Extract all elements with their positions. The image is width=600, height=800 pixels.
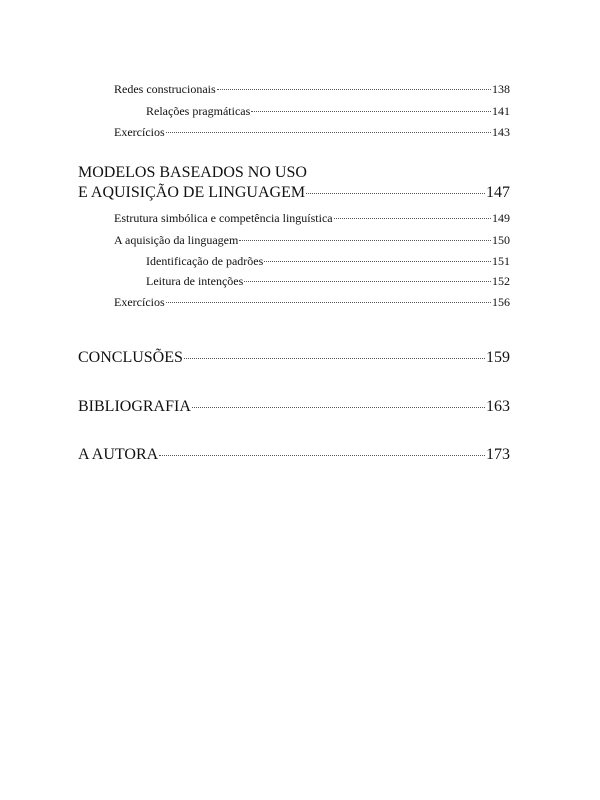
toc-page-number: 150 bbox=[492, 233, 510, 247]
toc-entry-bibliografia[interactable] bbox=[78, 398, 510, 416]
toc-entry-conclusoes[interactable] bbox=[78, 349, 510, 367]
toc-entry-redes-construcionais[interactable] bbox=[114, 82, 510, 97]
dot-leader bbox=[166, 302, 491, 303]
chapter-title-line-2: E AQUISIÇÃO DE LINGUAGEM bbox=[78, 184, 306, 201]
toc-page-number: 159 bbox=[486, 349, 510, 366]
dot-leader bbox=[334, 218, 491, 219]
toc-page-number: 143 bbox=[492, 125, 510, 139]
toc-entry-label: Redes construcionais bbox=[114, 82, 216, 96]
dot-leader bbox=[166, 132, 491, 133]
toc-entry-aquisicao-da-linguagem[interactable] bbox=[114, 233, 510, 248]
toc-page-number: 163 bbox=[486, 398, 510, 415]
toc-entry-label: Relações pragmáticas bbox=[146, 104, 251, 118]
toc-page-number: 152 bbox=[492, 274, 510, 288]
toc-page-number: 138 bbox=[492, 82, 510, 96]
toc-entry-a-autora[interactable] bbox=[78, 446, 510, 464]
toc-entry-identificacao-de-padroes[interactable] bbox=[146, 254, 510, 269]
toc-entry-label: Leitura de intenções bbox=[146, 274, 244, 288]
toc-entry-label: BIBLIOGRAFIA bbox=[78, 398, 191, 415]
toc-page-number: 149 bbox=[492, 211, 510, 225]
toc-entry-label: Exercícios bbox=[114, 125, 165, 139]
toc-page-number: 151 bbox=[492, 254, 510, 268]
toc-entry-leitura-de-intencoes[interactable] bbox=[146, 274, 510, 289]
dot-leader bbox=[306, 193, 485, 194]
toc-entry-estrutura-simbolica[interactable] bbox=[114, 211, 510, 226]
toc-entry-label: CONCLUSÕES bbox=[78, 349, 183, 366]
toc-page-number: 141 bbox=[492, 104, 510, 118]
toc-entry-modelos-baseados-no-uso[interactable] bbox=[78, 184, 510, 202]
toc-entry-label: A AUTORA bbox=[78, 446, 159, 463]
toc-entry-label: Identificação de padrões bbox=[146, 254, 264, 268]
toc-entry-exercicios-2[interactable] bbox=[114, 295, 510, 310]
dot-leader bbox=[264, 261, 491, 262]
dot-leader bbox=[192, 407, 485, 408]
dot-leader bbox=[184, 358, 485, 359]
dot-leader bbox=[159, 455, 485, 456]
toc-page-number: 156 bbox=[492, 295, 510, 309]
toc-entry-label: Exercícios bbox=[114, 295, 165, 309]
toc-entry-label: A aquisição da linguagem bbox=[114, 233, 239, 247]
chapter-title-line-1: MODELOS BASEADOS NO USO bbox=[78, 164, 307, 181]
toc-entry-label: Estrutura simbólica e competência linguística bbox=[114, 211, 333, 225]
toc-page-number: 147 bbox=[486, 184, 510, 201]
dot-leader bbox=[244, 281, 491, 282]
dot-leader bbox=[251, 111, 491, 112]
toc-entry-relacoes-pragmaticas[interactable] bbox=[146, 104, 510, 119]
dot-leader bbox=[217, 89, 491, 90]
dot-leader bbox=[239, 240, 491, 241]
toc-page-number: 173 bbox=[486, 446, 510, 463]
toc-entry-exercicios-1[interactable] bbox=[114, 125, 510, 140]
